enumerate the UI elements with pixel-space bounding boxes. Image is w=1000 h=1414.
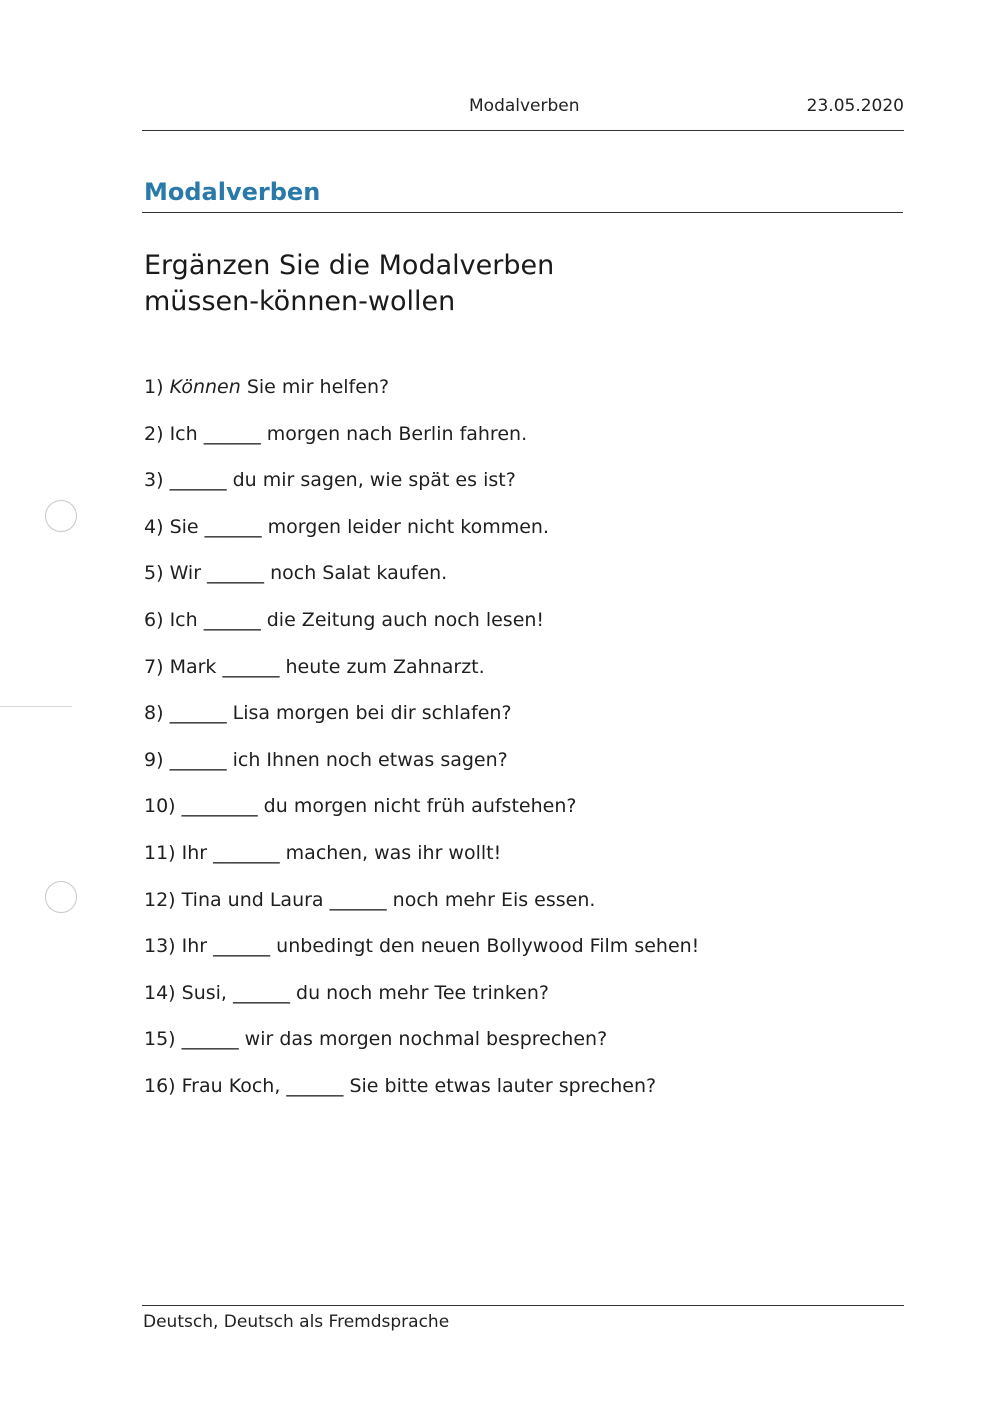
header-title: Modalverben [469,96,580,116]
exercise-item [144,560,699,607]
exercise-item [144,421,699,468]
exercise-text: ________ du morgen nicht früh aufstehen? [181,795,577,818]
exercise-number: 6) [144,608,164,631]
exercise-item [144,840,699,887]
punch-hole-top [45,500,77,532]
exercise-number: 15) [144,1028,176,1051]
exercise-item [144,514,699,561]
footer-divider [142,1305,904,1306]
exercise-text: ______ Lisa morgen bei dir schlafen? [169,702,512,725]
section-heading: Modalverben [144,178,321,206]
exercise-answer: Können [169,376,241,398]
exercise-item [144,374,699,421]
exercise-number: 1) [144,376,164,398]
exercise-number: 13) [144,935,176,958]
punch-hole-bottom [45,881,77,913]
exercise-text: Ich ______ morgen nach Berlin fahren. [169,422,528,445]
exercise-text: Ihr ______ unbedingt den neuen Bollywood Film sehen! [181,935,700,958]
header-date: 23.05.2020 [806,96,904,116]
exercise-item [144,933,699,980]
exercise-text: ______ wir das morgen nochmal besprechen? [181,1028,608,1051]
exercise-item [144,980,699,1027]
exercise-number: 3) [144,469,164,492]
header-divider [142,130,904,131]
exercise-text: Susi, ______ du noch mehr Tee trinken? [181,981,549,1004]
exercise-number: 12) [144,888,176,911]
exercise-text: ______ du mir sagen, wie spät es ist? [169,469,516,492]
exercise-text: Sie mir helfen? [246,376,390,398]
exercise-text: Wir ______ noch Salat kaufen. [169,562,448,585]
exercise-text: Frau Koch, ______ Sie bitte etwas lauter sprechen? [181,1074,657,1097]
exercise-number: 9) [144,748,164,771]
exercise-item [144,1026,699,1073]
exercise-item [144,793,699,840]
exercise-text: Sie ______ morgen leider nicht kommen. [169,515,549,538]
exercise-text: Tina und Laura ______ noch mehr Eis essen. [181,888,596,911]
exercise-number: 10) [144,795,176,818]
exercise-number: 14) [144,981,176,1004]
exercise-item [144,654,699,701]
footer-text: Deutsch, Deutsch als Fremdsprache [143,1312,450,1332]
exercise-text: Mark ______ heute zum Zahnarzt. [169,655,485,678]
exercise-list [144,374,699,1120]
exercise-number: 8) [144,702,164,725]
exercise-text: Ihr _______ machen, was ihr wollt! [181,841,502,864]
section-divider [142,212,903,213]
exercise-number: 16) [144,1074,176,1097]
exercise-text: ______ ich Ihnen noch etwas sagen? [169,748,508,771]
exercise-number: 5) [144,562,164,585]
exercise-item [144,607,699,654]
exercise-number: 4) [144,515,164,538]
exercise-number: 2) [144,422,164,445]
instruction-line-1: Ergänzen Sie die Modalverben [144,250,555,281]
exercise-item [144,467,699,514]
exercise-number: 7) [144,655,164,678]
exercise-item [144,887,699,934]
instruction-line-2: müssen-können-wollen [144,286,456,317]
exercise-item [144,747,699,794]
exercise-item [144,1073,699,1120]
exercise-item [144,700,699,747]
fold-mark [0,706,72,707]
instruction [144,248,554,320]
exercise-number: 11) [144,841,176,864]
exercise-text: Ich ______ die Zeitung auch noch lesen! [169,608,545,631]
